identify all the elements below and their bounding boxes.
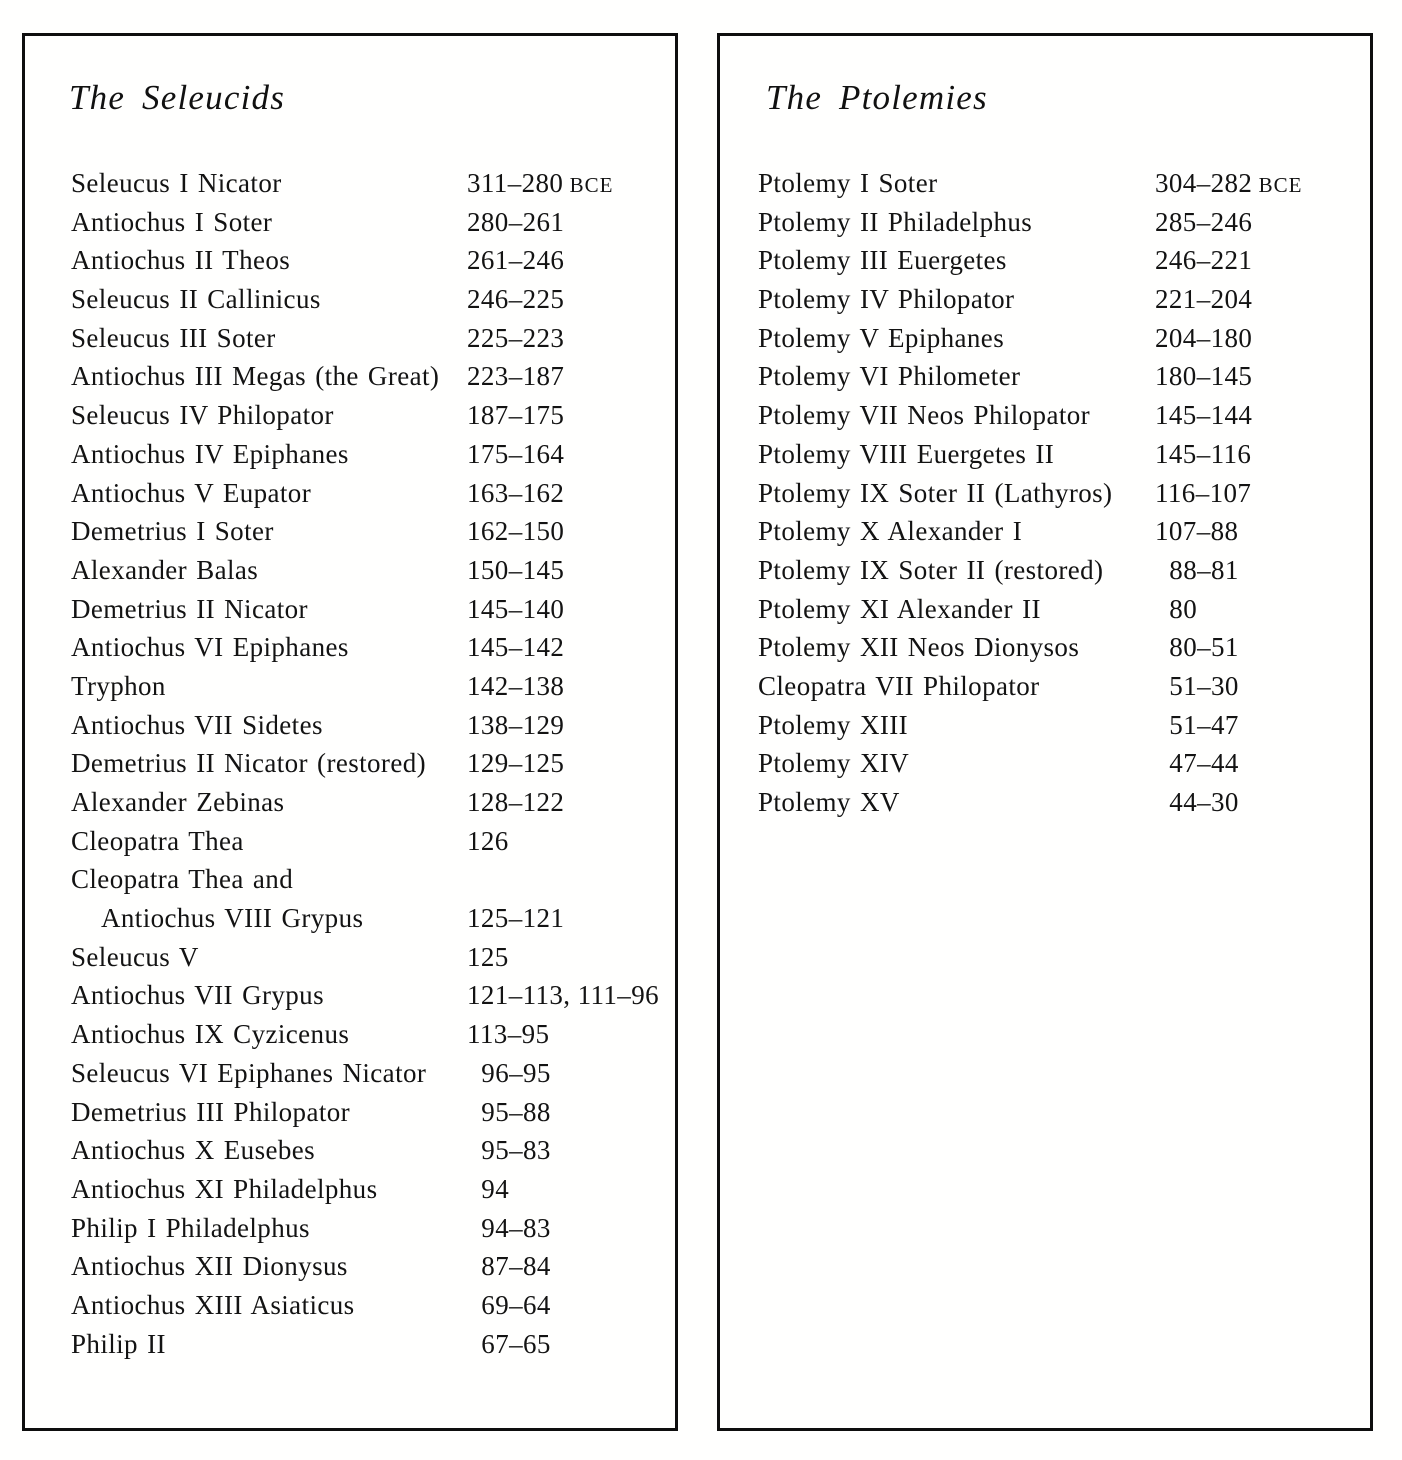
reign-dates: 80–51 [1155, 632, 1239, 663]
ruler-name: Philip II [71, 1328, 166, 1359]
table-row [758, 319, 1370, 358]
ruler-name: Antiochus I Soter [71, 206, 273, 237]
table-row [71, 628, 675, 667]
reign-dates: 69–64 [467, 1289, 551, 1320]
table-row [71, 551, 675, 590]
ruler-name: Seleucus VI Epiphanes Nicator [71, 1057, 427, 1088]
table-row [758, 164, 1370, 203]
ruler-name: Seleucus I Nicator [71, 168, 282, 198]
ruler-name: Ptolemy XIII [758, 709, 909, 740]
reign-dates: 221–204 [1155, 284, 1253, 315]
ruler-name: Seleucus III Soter [71, 322, 276, 353]
ruler-name: Demetrius III Philopator [71, 1096, 351, 1127]
reign-dates: 180–145 [1155, 361, 1253, 392]
table-row [71, 357, 675, 396]
reign-dates: 145–116 [1155, 438, 1252, 469]
table-row [758, 396, 1370, 435]
table-row [758, 203, 1370, 242]
reign-dates: 67–65 [467, 1328, 551, 1359]
seleucids-title: The Seleucids [69, 78, 286, 117]
table-row [71, 241, 675, 280]
table-row [71, 1286, 675, 1325]
table-row [71, 1015, 675, 1054]
ruler-name: Demetrius II Nicator (restored) [71, 748, 427, 779]
ruler-name: Alexander Zebinas [71, 787, 285, 817]
ruler-name: Ptolemy XV [758, 787, 900, 817]
reign-dates: 285–246 [1155, 206, 1253, 237]
table-row [758, 744, 1370, 783]
ruler-name: Antiochus III Megas (the Great) [71, 361, 440, 392]
reign-dates: 225–223 [467, 322, 565, 353]
reign-dates: 95–83 [467, 1135, 551, 1166]
reign-dates: 47–44 [1155, 748, 1239, 779]
reign-dates: 107–88 [1155, 516, 1239, 547]
table-row [758, 628, 1370, 667]
reign-dates: 138–129 [467, 709, 565, 740]
reign-dates: 125 [467, 941, 509, 972]
ruler-name: Antiochus II Theos [71, 245, 291, 276]
ptolemies-title: The Ptolemies [766, 78, 988, 117]
table-row [71, 1131, 675, 1170]
table-row [71, 203, 675, 242]
ruler-name: Antiochus VI Epiphanes [71, 632, 349, 663]
table-row [758, 783, 1370, 822]
ruler-name: Antiochus VII Grypus [71, 980, 324, 1011]
ruler-name: Ptolemy IX Soter II (Lathyros) [758, 477, 1113, 508]
reign-dates: 51–30 [1155, 670, 1239, 701]
ruler-name: Antiochus IX Cyzicenus [71, 1019, 350, 1050]
seleucids-table [22, 33, 678, 1431]
table-row [71, 435, 675, 474]
reign-dates: 223–187 [467, 361, 565, 392]
reign-dates: 129–125 [467, 748, 565, 779]
table-row [71, 280, 675, 319]
reign-dates: 126 [467, 825, 509, 856]
table-row [71, 396, 675, 435]
reign-dates: 145–144 [1155, 400, 1253, 431]
ruler-name: Philip I Philadelphus [71, 1212, 310, 1243]
ptolemies-table [717, 33, 1373, 1431]
ruler-name: Antiochus XI Philadelphus [71, 1173, 378, 1204]
reign-dates: 145–140 [467, 593, 565, 624]
ruler-name: Ptolemy XII Neos Dionysos [758, 632, 1080, 663]
ruler-name: Antiochus XIII Asiaticus [71, 1289, 355, 1320]
table-row [71, 1170, 675, 1209]
reign-dates: 96–95 [467, 1057, 551, 1088]
ruler-name: Ptolemy VI Philometer [758, 361, 1021, 392]
ruler-name: Ptolemy III Euergetes [758, 245, 1007, 276]
reign-dates: 125–121 [467, 903, 565, 934]
reign-dates: 113–95 [467, 1019, 550, 1050]
ruler-name: Ptolemy XIV [758, 748, 910, 779]
table-row [71, 474, 675, 513]
table-row [71, 938, 675, 977]
table-row [71, 1054, 675, 1093]
ruler-name: Antiochus VIII Grypus [101, 903, 364, 934]
ruler-name: Antiochus V Eupator [71, 477, 312, 508]
reign-dates: 187–175 [467, 400, 565, 431]
ruler-name: Ptolemy I Soter [758, 168, 938, 198]
table-row [71, 319, 675, 358]
ruler-name: Antiochus XII Dionysus [71, 1251, 348, 1282]
table-row [71, 164, 675, 203]
ptolemies-ruler-list [758, 164, 1370, 822]
table-row [71, 744, 675, 783]
table-row [71, 860, 675, 899]
reign-dates: 280–261 [467, 206, 565, 237]
reign-dates: 80 [1155, 593, 1198, 624]
reign-dates: 142–138 [467, 670, 565, 701]
reign-dates: 304–282 BCE [1155, 168, 1303, 198]
reign-dates: 128–122 [467, 787, 565, 817]
ruler-name: Antiochus VII Sidetes [71, 709, 323, 740]
table-row [71, 1093, 675, 1132]
era-label: BCE [1252, 173, 1303, 197]
table-row [71, 667, 675, 706]
reign-dates: 44–30 [1155, 787, 1239, 817]
reign-dates: 311–280 BCE [467, 168, 614, 198]
ruler-name: Ptolemy IX Soter II (restored) [758, 554, 1104, 585]
ruler-name: Cleopatra Thea and [71, 864, 294, 895]
table-row [758, 512, 1370, 551]
ruler-name: Tryphon [71, 670, 166, 701]
seleucids-ruler-list [71, 164, 675, 1363]
ruler-name: Alexander Balas [71, 554, 259, 585]
table-row [71, 1209, 675, 1248]
reign-dates: 94–83 [467, 1212, 551, 1243]
ruler-name: Ptolemy XI Alexander II [758, 593, 1041, 624]
table-row [758, 551, 1370, 590]
reign-dates: 51–47 [1155, 709, 1239, 740]
reign-dates: 246–221 [1155, 245, 1253, 276]
table-row [758, 667, 1370, 706]
reign-dates: 150–145 [467, 554, 565, 585]
table-row [758, 435, 1370, 474]
reign-dates: 163–162 [467, 477, 565, 508]
reign-dates: 88–81 [1155, 554, 1239, 585]
ruler-name: Ptolemy IV Philopator [758, 284, 1015, 315]
ruler-name: Seleucus IV Philopator [71, 400, 334, 431]
table-row [71, 1247, 675, 1286]
reign-dates: 94 [467, 1173, 510, 1204]
ruler-name: Demetrius I Soter [71, 516, 274, 547]
table-row [71, 1325, 675, 1364]
table-row [758, 357, 1370, 396]
ruler-name: Ptolemy VII Neos Philopator [758, 400, 1091, 431]
table-row [71, 783, 675, 822]
ruler-name: Seleucus II Callinicus [71, 284, 321, 315]
table-row [71, 590, 675, 629]
table-row [71, 512, 675, 551]
table-row [758, 241, 1370, 280]
ruler-name: Demetrius II Nicator [71, 593, 308, 624]
ruler-name: Ptolemy II Philadelphus [758, 206, 1033, 237]
table-row [758, 474, 1370, 513]
table-row [758, 706, 1370, 745]
ruler-name: Antiochus IV Epiphanes [71, 438, 349, 469]
reign-dates: 87–84 [467, 1251, 551, 1282]
ruler-name: Antiochus X Eusebes [71, 1135, 316, 1166]
reign-dates: 95–88 [467, 1096, 551, 1127]
reign-dates: 145–142 [467, 632, 565, 663]
reign-dates: 204–180 [1155, 322, 1253, 353]
table-row [71, 976, 675, 1015]
table-row [71, 822, 675, 861]
reign-dates: 162–150 [467, 516, 565, 547]
reign-dates: 121–113, 111–96 [467, 980, 659, 1011]
ruler-name: Cleopatra VII Philopator [758, 670, 1040, 701]
reign-dates: 246–225 [467, 284, 565, 315]
ruler-name: Ptolemy X Alexander I [758, 516, 1023, 547]
reign-dates: 261–246 [467, 245, 565, 276]
reign-dates: 175–164 [467, 438, 565, 469]
ruler-name: Ptolemy VIII Euergetes II [758, 438, 1055, 469]
table-row [71, 899, 675, 938]
table-row [758, 590, 1370, 629]
table-row [71, 706, 675, 745]
era-label: BCE [563, 173, 614, 197]
reign-dates: 116–107 [1155, 477, 1252, 508]
table-row [758, 280, 1370, 319]
ruler-name: Ptolemy V Epiphanes [758, 322, 1005, 353]
ruler-name: Cleopatra Thea [71, 825, 244, 856]
ruler-name: Seleucus V [71, 941, 199, 972]
